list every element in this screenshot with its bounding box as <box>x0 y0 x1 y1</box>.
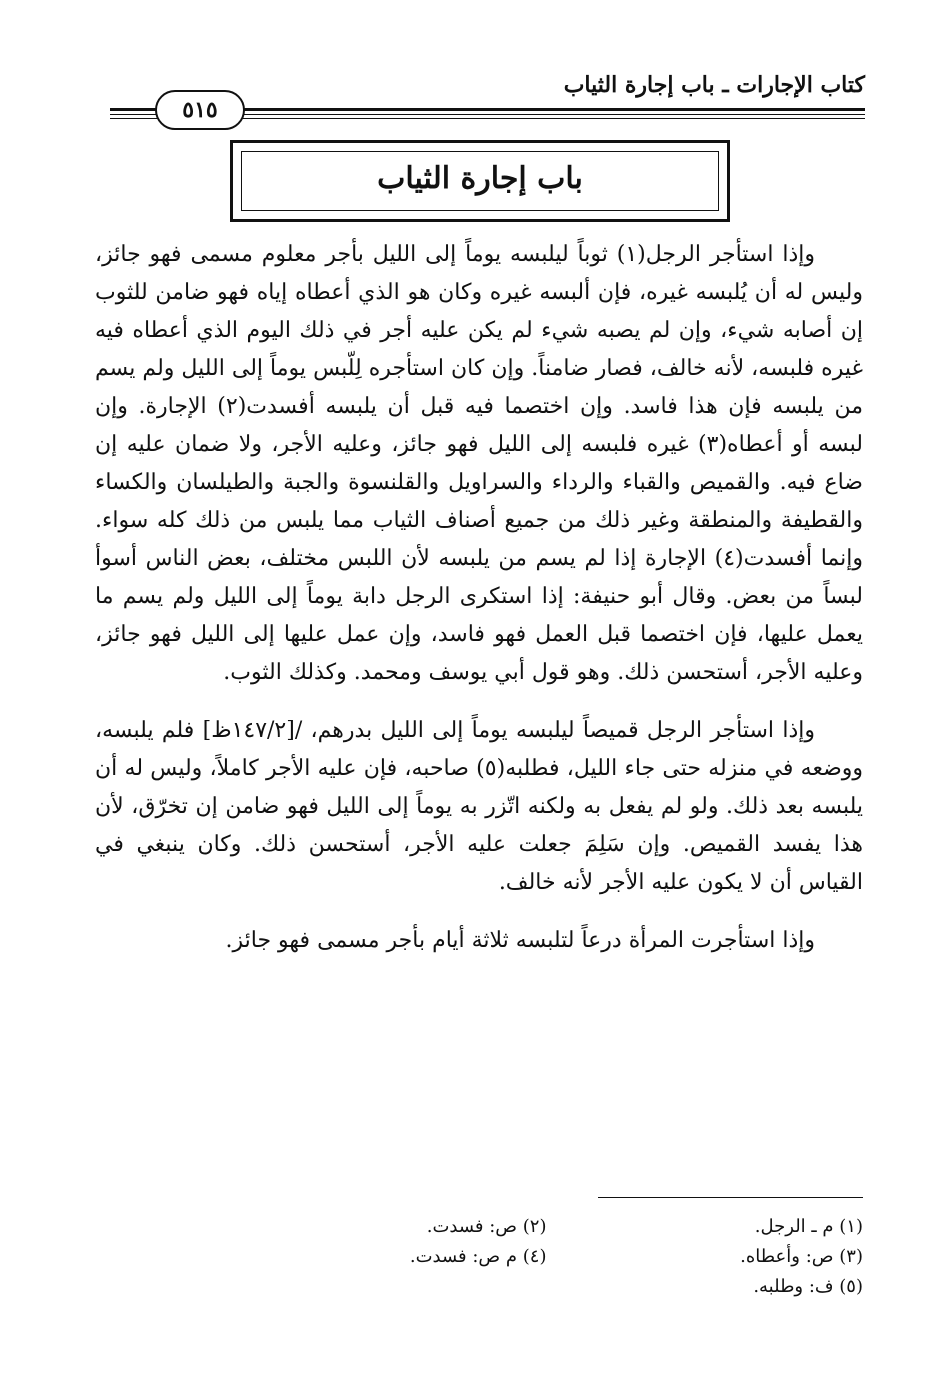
footnote-separator <box>598 1197 863 1198</box>
paragraph: وإذا استأجر الرجل(١) ثوباً ليلبسه يوماً إلى الليل بأجر معلوم مسمى فهو جائز، وليس له أن يُلبسه غيره، فإن ألبسه غيره وكان هو الذي أعطاه إياه فهو ضامن للثوب إن أصابه شيء، وإن لم يصبه شيء لم يكن عليه أجر في ذلك اليوم الذي أعطاه فيه غيره فلبسه، لأنه خالف، فصار ضامناً. وإن كان استأجره لِلّبس يوماً إلى الليل ولم يسم من يلبسه فإن هذا فاسد. وإن اختصما فيه قبل أن يلبسه أفسدت(٢) الإجارة. وإن لبسه أو أعطاه(٣) غيره فلبسه إلى الليل فهو جائز، وعليه الأجر، ولا ضمان عليه إن ضاع فيه. والقميص والقباء والرداء والسراويل والقلنسوة والجبة والطيلسان والكساء والقطيفة والمنطقة وغير ذلك من جميع أصناف الثياب مما يلبس من ذلك كله سواء. وإنما أفسدت(٤) الإجارة إذا لم يسم من يلبسه لأن اللبس مختلف، بعض الناس أسوأ لبساً من بعض. وقال أبو حنيفة: إذا استكرى الرجل دابة يوماً إلى الليل ولم يسم ما يعمل عليها، فإن اختصما قبل العمل فهو فاسد، وإن عمل عليها إلى الليل فهو جائز، وعليه الأجر، أستحسن ذلك. وهو قول أبي يوسف ومحمد. وكذلك الثوب. <box>95 242 863 685</box>
footnotes <box>270 1212 863 1302</box>
footnote: (٣) ص: وأعطاه. <box>740 1246 863 1267</box>
footnote: (٢) ص: فسدت. <box>426 1216 547 1237</box>
main-text <box>95 236 863 980</box>
paragraph: وإذا استأجر الرجل قميصاً ليلبسه يوماً إلى الليل بدرهم، /[١٤٧/٢ظ] فلم يلبسه، ووضعه في منزله حتى جاء الليل، فطلبه(٥) صاحبه، فإن عليه الأجر كاملاً، وليس له أن يلبسه بعد ذلك. ولو لم يفعل به ولكنه اتّزر به يوماً إلى الليل فهو ضامن إن تخرّق، لأن هذا يفسد القميص. وإن سَلِمَ جعلت عليه الأجر، أستحسن ذلك. وكان ينبغي في القياس أن لا يكون عليه الأجر لأنه خالف. <box>95 718 864 895</box>
page-number: ٥١٥ <box>155 90 245 130</box>
footnote: (٤) م ص: فسدت. <box>409 1246 547 1267</box>
footnote: (٥) ف: وطلبه. <box>753 1276 863 1297</box>
footnote: (١) م ـ الرجل. <box>754 1216 863 1237</box>
chapter-title-frame <box>230 140 730 222</box>
chapter-title: باب إجارة الثياب <box>377 161 583 196</box>
running-header: كتاب الإجارات ـ باب إجارة الثياب <box>563 72 865 98</box>
paragraph: وإذا استأجرت المرأة درعاً لتلبسه ثلاثة أيام بأجر مسمى فهو جائز. <box>225 928 815 953</box>
